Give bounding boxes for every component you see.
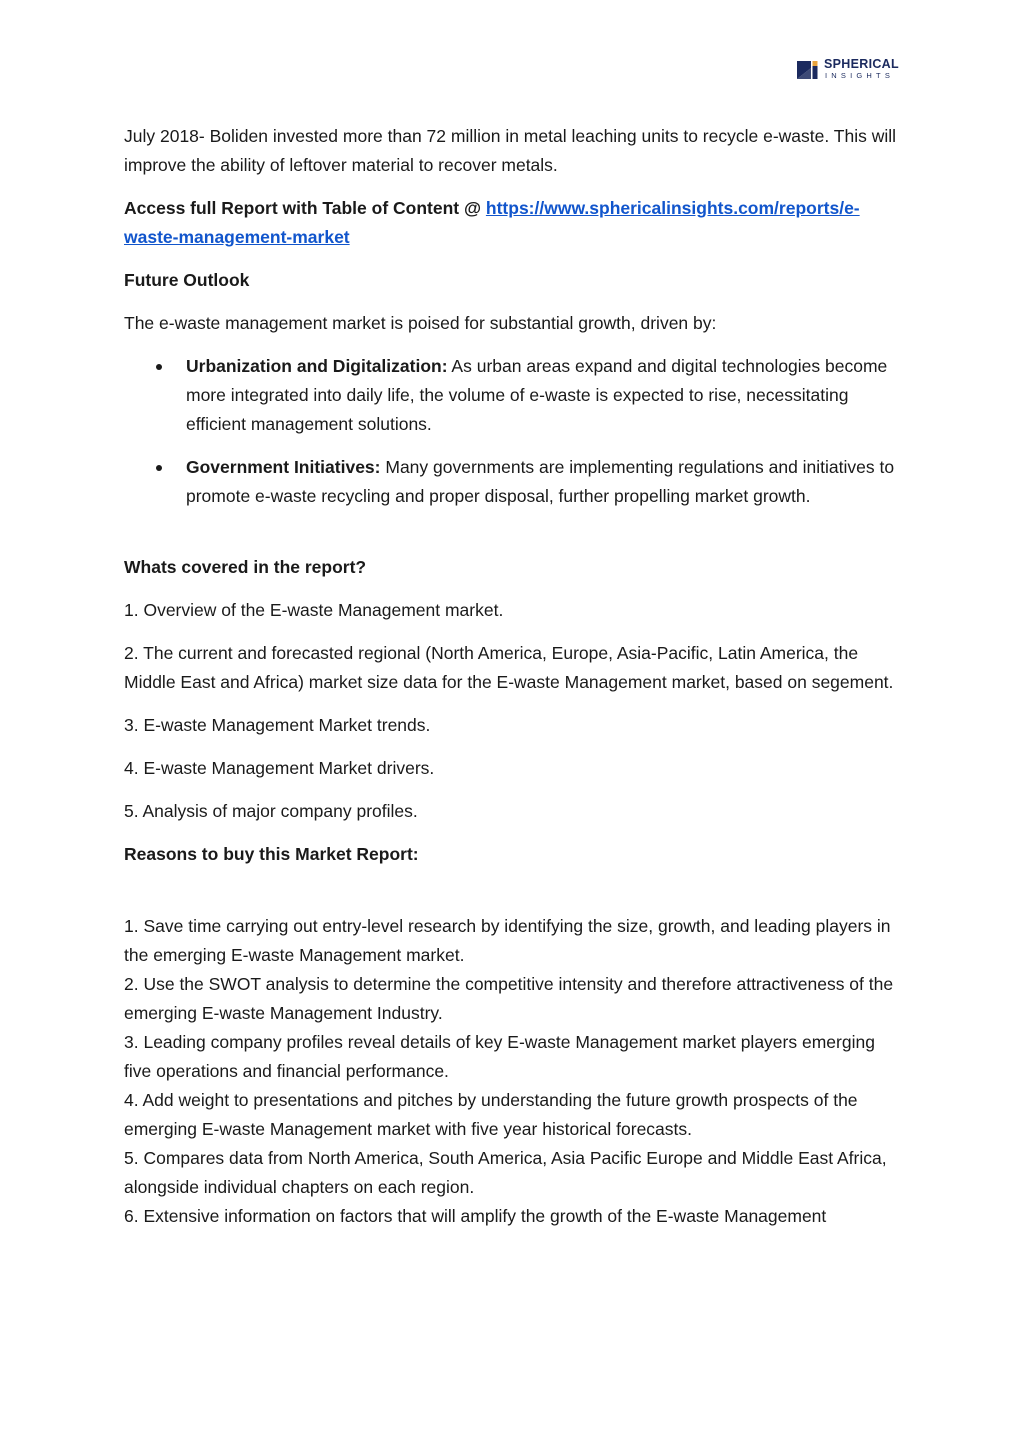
covered-item-3: 3. E-waste Management Market trends. <box>124 715 431 735</box>
bullet-icon <box>156 465 162 471</box>
covered-item-1: 1. Overview of the E-waste Management market. <box>124 600 504 620</box>
report-link[interactable]: https://www.sphericalinsights.com/reports/e-waste-management-market <box>124 198 860 247</box>
spacer <box>124 525 899 553</box>
reason-item-2: 2. Use the SWOT analysis to determine the competitive intensity and therefore attractiveness of the emerging E-waste Management Industry. <box>124 974 894 1023</box>
covered-item-4: 4. E-waste Management Market drivers. <box>124 758 435 778</box>
reasons-heading: Reasons to buy this Market Report: <box>124 844 419 864</box>
reason-item-6: 6. Extensive information on factors that will amplify the growth of the E-waste Management <box>124 1206 827 1226</box>
covered-item-2: 2. The current and forecasted regional (North America, Europe, Asia-Pacific, Latin America, the Middle East and Africa) market size data for the E-waste Management market, based on segement. <box>124 643 894 692</box>
bullet-title: Government Initiatives: <box>186 457 381 477</box>
document-body <box>124 122 899 1231</box>
list-item <box>124 453 899 511</box>
future-outlook-heading: Future Outlook <box>124 270 250 290</box>
spacer <box>124 869 899 912</box>
covered-item-5: 5. Analysis of major company profiles. <box>124 801 418 821</box>
covered-heading: Whats covered in the report? <box>124 557 367 577</box>
list-item <box>124 352 899 439</box>
reason-item-1: 1. Save time carrying out entry-level research by identifying the size, growth, and leading players in the emerging E-waste Management market. <box>124 916 891 965</box>
access-label: Access full Report with Table of Content @ <box>124 198 486 218</box>
logo-name-bottom: INSIGHTS <box>825 71 895 80</box>
access-report-line <box>124 194 899 252</box>
logo-name-top: SPHERICAL <box>824 57 899 71</box>
news-paragraph: July 2018- Boliden invested more than 72 million in metal leaching units to recycle e-waste. This will improve the ability of leftover material to recover metals. <box>124 126 896 175</box>
future-outlook-intro: The e-waste management market is poised for substantial growth, driven by: <box>124 313 717 333</box>
reason-item-3: 3. Leading company profiles reveal details of key E-waste Management market players emerging five operations and financial performance. <box>124 1032 875 1081</box>
bullet-icon <box>156 364 162 370</box>
reason-item-4: 4. Add weight to presentations and pitches by understanding the future growth prospects of the emerging E-waste Management market with five year historical forecasts. <box>124 1090 858 1139</box>
outlook-bullet-list <box>124 352 899 511</box>
spherical-insights-logo <box>797 57 901 83</box>
bullet-text: Many governments are implementing regulations and initiatives to promote e-waste recycling and proper disposal, further propelling market growth. <box>186 457 895 506</box>
bullet-title: Urbanization and Digitalization: <box>186 356 448 376</box>
reason-item-5: 5. Compares data from North America, South America, Asia Pacific Europe and Middle East Africa, alongside individual chapters on each region. <box>124 1148 887 1197</box>
bullet-text: As urban areas expand and digital technologies become more integrated into daily life, the volume of e-waste is expected to rise, necessitating efficient management solutions. <box>186 356 888 434</box>
logo-mark-icon <box>797 59 819 81</box>
